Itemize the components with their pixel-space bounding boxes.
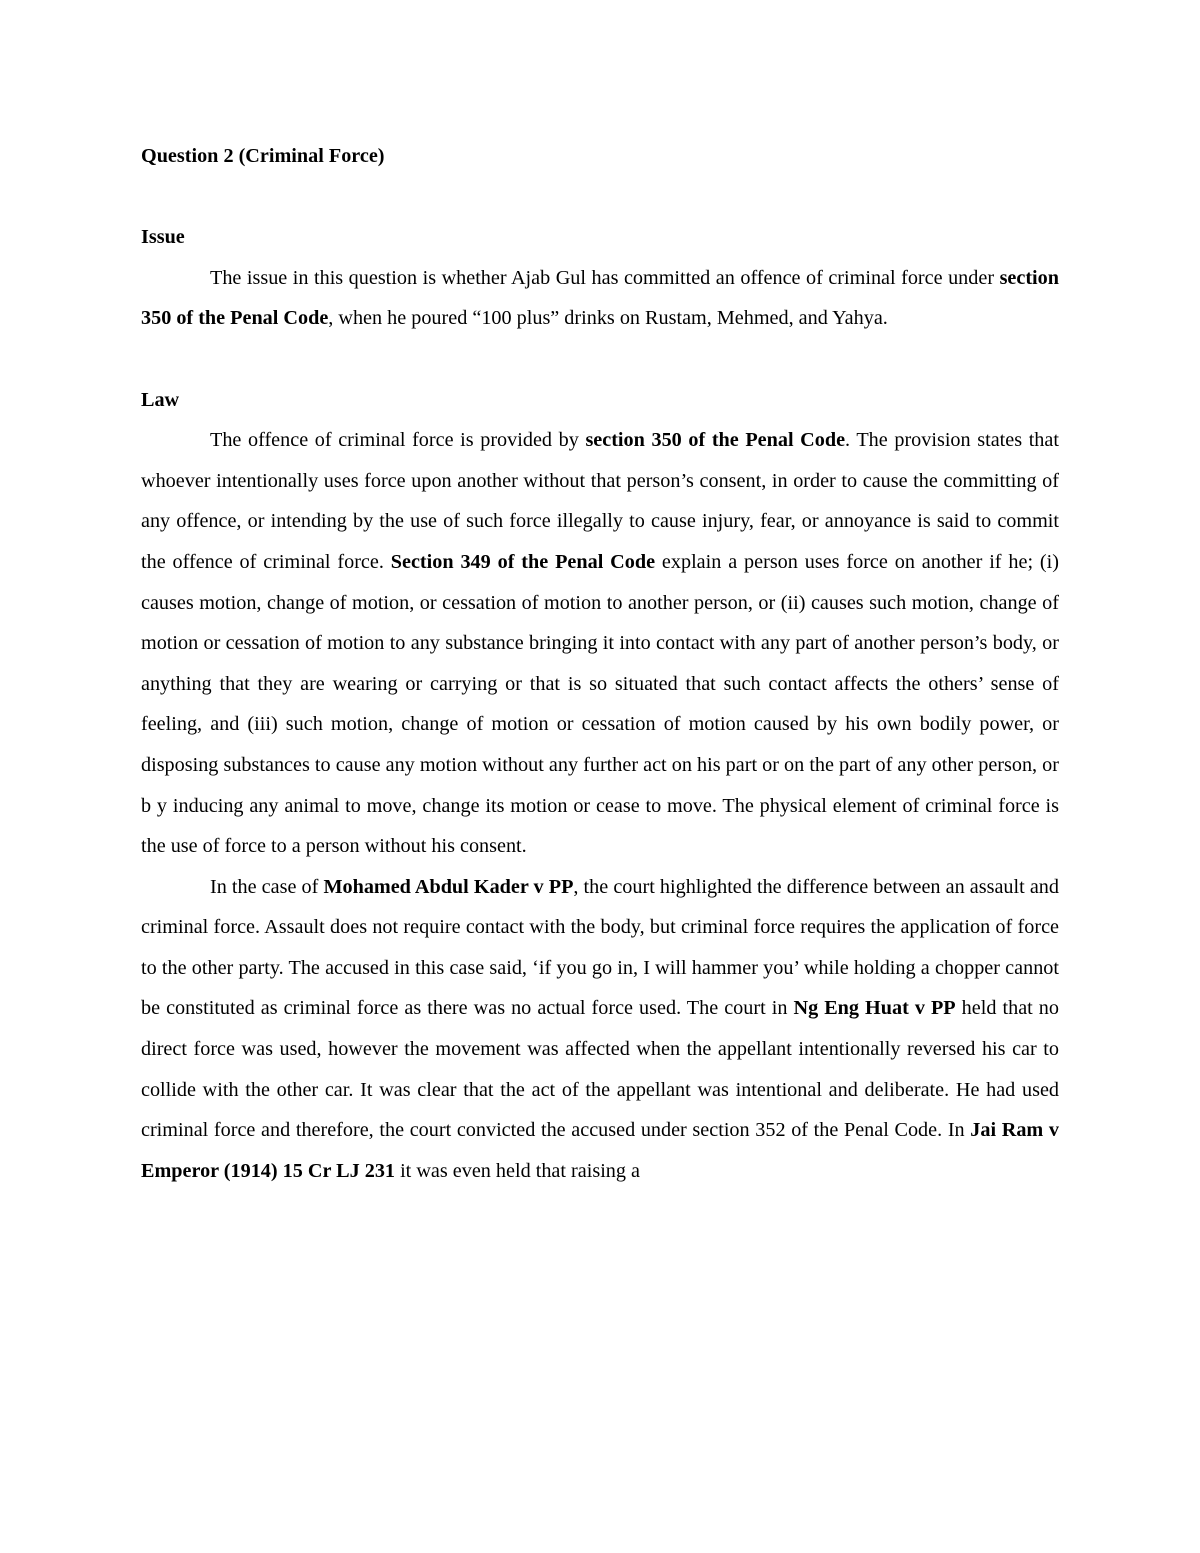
- document-title: Question 2 (Criminal Force): [141, 145, 385, 167]
- law-p1-text-2: . The provision states that whoever intentionally uses force upon another without that person’s consent, in order to cause the committing of any offence, or intending by the use of such force illegally to cause injury, fear, or annoyance is said to commit the offence of criminal force.: [141, 429, 1059, 573]
- law-p1-text-3: explain a person uses force on another if he; (i) causes motion, change of motion, or cessation of motion to another person, or (ii) causes such motion, change of motion or cessation of motion to any substance bringing it into contact with any part of another person’s body, or anything that they are wearing or carrying or that is so situated that such contact affects the others’ sense of feeling, and (iii) such motion, change of motion or cessation of motion caused by his own bodily power, or disposing substances to cause any motion without any further act on his part or on the part of any other person, or b y inducing any animal to move, change its motion or cease to move. The physical element of criminal force is the use of force to a person without his consent.: [141, 550, 1059, 858]
- law-p1-text-1: The offence of criminal force is provided by: [210, 429, 586, 452]
- issue-text-1: The issue in this question is whether Ajab Gul has committed an offence of criminal force under: [210, 266, 1000, 289]
- law-paragraph-2: [141, 867, 1059, 1192]
- issue-text-2: , when he poured “100 plus” drinks on Rustam, Mehmed, and Yahya.: [328, 307, 888, 330]
- law-paragraph-1: [141, 420, 1059, 867]
- law-p2-text-3: held that no direct force was used, however the movement was affected when the appellant intentionally reversed his car to collide with the other car. It was clear that the act of the appellant was intentional and deliberate. He had used criminal force and therefore, the court convicted the accused under section 352 of the Penal Code. In: [141, 997, 1059, 1142]
- law-p2-text-2: , the court highlighted the difference between an assault and criminal force. Assault does not require contact with the body, but criminal force requires the application of force to the other party. The accused in this case said, ‘if you go in, I will hammer you’ while holding a chopper cannot be constituted as criminal force as there was no actual force used. The court in: [141, 875, 1059, 1020]
- law-p2-bold-case-jai-ram: Jai Ram v Emperor (1914) 15 Cr LJ 231: [141, 1119, 1059, 1182]
- law-p2-bold-case-mohamed: Mohamed Abdul Kader v PP: [323, 875, 574, 898]
- issue-bold-section-350: section 350 of the Penal Code: [141, 266, 1059, 330]
- law-heading: Law: [141, 388, 180, 411]
- law-p2-text-1: In the case of: [210, 875, 324, 898]
- law-p2-text-4: it was even held that raising a: [395, 1159, 640, 1182]
- issue-paragraph: [141, 258, 1059, 339]
- law-p1-bold-section-349: Section 349 of the Penal Code: [390, 550, 656, 573]
- issue-heading: Issue: [141, 226, 185, 249]
- document-page: [141, 136, 1059, 1191]
- spacer: [141, 339, 1059, 380]
- law-p2-bold-case-ng: Ng Eng Huat v PP: [793, 997, 956, 1020]
- law-p1-bold-section-350: section 350 of the Penal Code: [585, 429, 846, 452]
- spacer: [141, 177, 1059, 218]
